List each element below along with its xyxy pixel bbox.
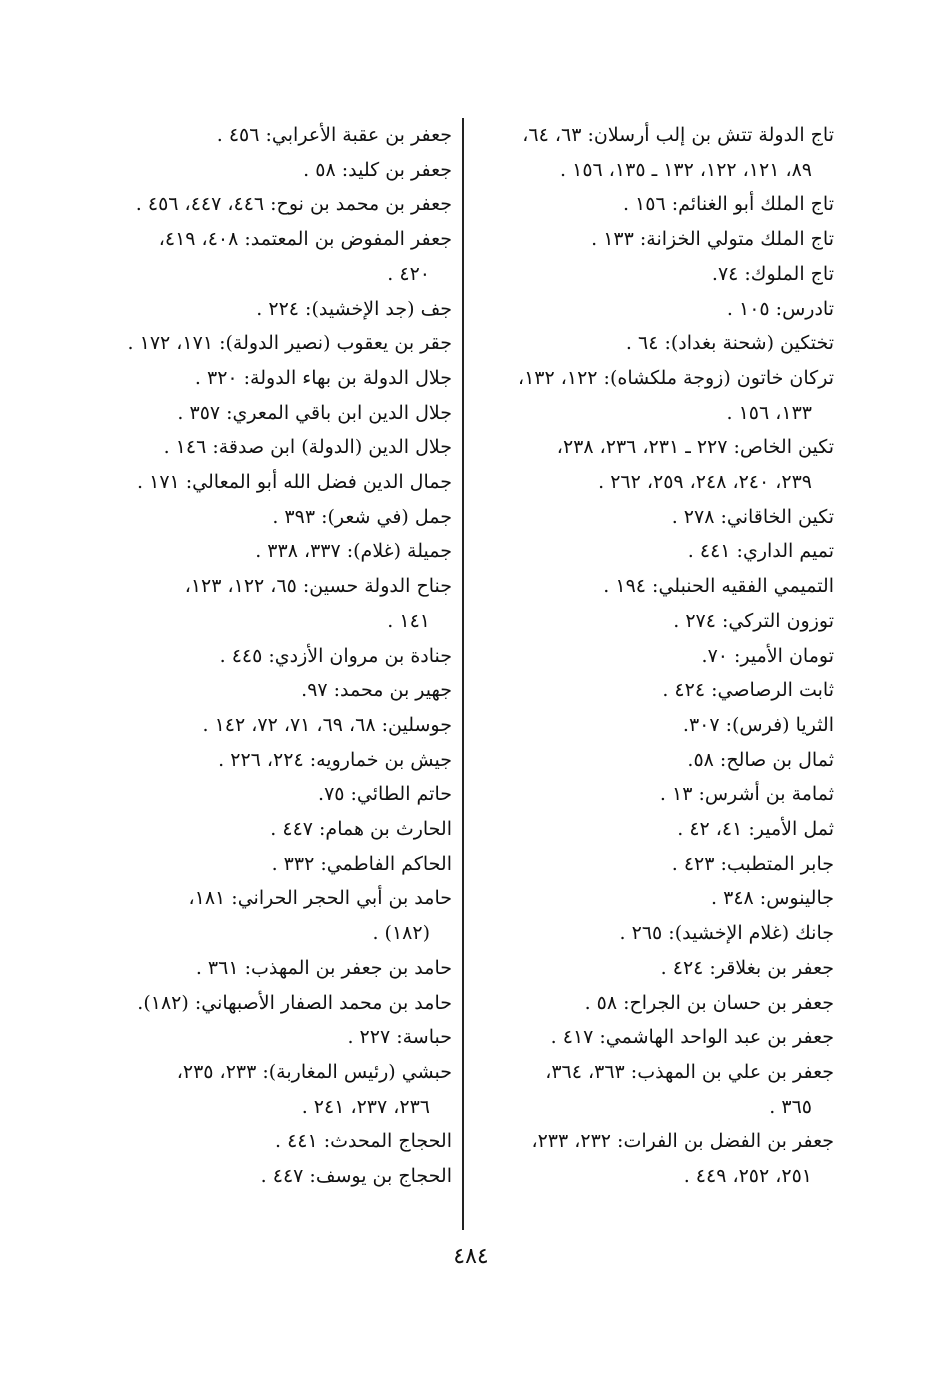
index-entry	[98, 430, 452, 465]
index-entry-line: جمال الدين فضل الله أبو المعالي: ١٧١ .	[137, 471, 452, 494]
index-entry	[98, 743, 452, 778]
index-entry	[98, 465, 452, 500]
index-entry-line: تكين الخاص: ٢٢٧ ـ ٢٣١، ٢٣٦، ٢٣٨،	[556, 436, 834, 459]
index-entry	[98, 118, 452, 153]
index-entry	[474, 569, 834, 604]
index-entry-line: الحجاج المحدث: ٤٤١ .	[274, 1130, 452, 1153]
index-entry-line: جلال الدين ابن باقي المعري: ٣٥٧ .	[177, 401, 452, 424]
index-entry-line: الحارث بن همام: ٤٤٧ .	[270, 818, 452, 841]
index-entry	[98, 1055, 452, 1124]
index-entry-line: ثمل الأمير: ٤١، ٤٢ .	[677, 818, 834, 841]
index-entry-line: حامد بن جعفر بن المهذب: ٣٦١ .	[195, 956, 452, 979]
index-entry-line: تركان خاتون (زوجة ملكشاه): ١٢٢، ١٣٢،	[517, 366, 834, 389]
index-entry	[98, 1159, 452, 1194]
index-entry	[98, 569, 452, 638]
index-entry-line: جمل (في شعر): ٣٩٣ .	[272, 505, 452, 528]
index-entry-line: جابر المتطبب: ٤٢٣ .	[671, 852, 834, 875]
index-entry-line: تومان الأمير: ٧٠.	[701, 644, 834, 667]
index-entry	[474, 812, 834, 847]
index-entry	[98, 1124, 452, 1159]
index-entry	[474, 430, 834, 499]
index-entry-line: حبشي (رئيس المغاربة): ٢٣٣، ٢٣٥،	[176, 1060, 452, 1083]
index-entry-line: ثمامة بن أشرس: ١٣ .	[659, 783, 834, 806]
index-entry	[474, 916, 834, 951]
index-entry	[474, 292, 834, 327]
index-entry	[98, 361, 452, 396]
index-entry-line: تكين الخاقاني: ٢٧٨ .	[671, 505, 834, 528]
index-entry	[474, 326, 834, 361]
index-entry-line: ثابت الرصاصي: ٤٢٤ .	[662, 679, 834, 702]
index-entry	[98, 326, 452, 361]
index-entry-line: جعفر بن علي بن المهذب: ٣٦٣، ٣٦٤،	[545, 1060, 834, 1083]
index-entry-line: جلال الدولة بن بهاء الدولة: ٣٢٠ .	[194, 366, 452, 389]
index-entry-line: جلال الدين (الدولة) ابن صدقة: ١٤٦ .	[163, 436, 452, 459]
index-entry	[474, 673, 834, 708]
index-entry	[98, 153, 452, 188]
index-entry	[474, 534, 834, 569]
index-entry-line: جعفر بن كليد: ٥٨ .	[303, 158, 452, 181]
index-entry-continuation: ٨٩، ١٢١، ١٢٢، ١٣٢ ـ ١٣٥، ١٥٦ .	[560, 158, 812, 181]
index-entry-line: جيش بن خمارويه: ٢٢٤، ٢٢٦ .	[218, 748, 452, 771]
index-entry	[98, 708, 452, 743]
index-entry	[98, 777, 452, 812]
index-entry-line: جالينوس: ٣٤٨ .	[711, 887, 834, 910]
index-entry-line: جف (جد الإخشيد): ٢٢٤ .	[256, 297, 452, 320]
index-entry	[474, 257, 834, 292]
index-entry-line: جنادة بن مروان الأزدي: ٤٤٥ .	[219, 644, 452, 667]
index-entry-line: جعفر بن الفضل بن الفرات: ٢٣٢، ٢٣٣،	[531, 1130, 834, 1153]
index-entry	[98, 292, 452, 327]
index-entry-line: الحاكم الفاطمي: ٣٣٢ .	[271, 852, 452, 875]
index-entry-line: ثمال بن صالح: ٥٨.	[687, 748, 834, 771]
index-entry-line: جعفر بن حسان بن الجراح: ٥٨ .	[584, 991, 834, 1014]
index-entry-continuation: ٢٣٩، ٢٤٠، ٢٤٨، ٢٥٩، ٢٦٢ .	[598, 471, 812, 494]
index-entry-line: جناح الدولة حسين: ٦٥، ١٢٢، ١٢٣،	[184, 575, 452, 598]
index-entry	[474, 604, 834, 639]
index-entry-line: جوسلين: ٦٨، ٦٩، ٧١، ٧٢، ١٤٢ .	[202, 713, 452, 736]
index-entry	[98, 639, 452, 674]
index-entry-line: التميمي الفقيه الحنبلي: ١٩٤ .	[603, 575, 834, 598]
index-entry	[474, 118, 834, 187]
index-entry-line: حامد بن أبي الحجر الحراني: ١٨١،	[188, 887, 452, 910]
index-entry	[474, 187, 834, 222]
index-entry	[474, 500, 834, 535]
index-entry-line: جعفر بن بغلاقر: ٤٢٤ .	[660, 956, 834, 979]
index-entry-continuation: ٣٦٥ .	[769, 1095, 812, 1118]
column-divider	[462, 118, 464, 1230]
index-entry-line: تاج الملوك: ٧٤.	[711, 262, 834, 285]
index-entry-line: تميم الداري: ٤٤١ .	[687, 540, 834, 563]
index-entry-line: تادرس: ١٠٥ .	[726, 297, 834, 320]
index-entry	[474, 639, 834, 674]
index-entry	[474, 951, 834, 986]
index-entry	[474, 361, 834, 430]
index-entry	[98, 187, 452, 222]
index-entry	[98, 986, 452, 1021]
index-entry-line: جقر بن يعقوب (نصير الدولة): ١٧١، ١٧٢ .	[127, 332, 452, 355]
index-entry	[98, 500, 452, 535]
index-entry	[98, 396, 452, 431]
index-entry	[474, 1055, 834, 1124]
index-entry	[474, 743, 834, 778]
index-entry	[474, 1020, 834, 1055]
index-entry	[98, 847, 452, 882]
index-entry-line: جهير بن محمد: ٩٧.	[301, 679, 452, 702]
index-entry	[474, 847, 834, 882]
index-entry-line: جميلة (غلام): ٣٣٧، ٣٣٨ .	[255, 540, 452, 563]
index-entry-line: جعفر بن عقبة الأعرابي: ٤٥٦ .	[216, 124, 452, 146]
index-entry-line: تاج الملك أبو الغنائم: ١٥٦ .	[622, 193, 834, 216]
index-entry	[98, 881, 452, 950]
index-entry-line: تاج الدولة تتش بن إلب أرسلان: ٦٣، ٦٤،	[522, 124, 834, 146]
index-entry-line: جعفر بن محمد بن نوح: ٤٤٦، ٤٤٧، ٤٥٦ .	[135, 193, 452, 216]
index-entry-continuation: ١٤١ .	[387, 609, 430, 632]
index-entry	[98, 951, 452, 986]
left-index-column	[98, 118, 452, 1194]
index-entry-line: جعفر بن عبد الواحد الهاشمي: ٤١٧ .	[550, 1026, 834, 1049]
index-entry-continuation: ١٣٣، ١٥٦ .	[726, 401, 812, 424]
index-entry-line: تاج الملك متولي الخزانة: ١٣٣ .	[591, 228, 834, 251]
index-entry	[98, 812, 452, 847]
index-entry-continuation: ٢٣٦، ٢٣٧، ٢٤١ .	[301, 1095, 430, 1118]
index-entry-line: جانك (غلام الإخشيد): ٢٦٥ .	[619, 922, 834, 945]
index-entry	[474, 986, 834, 1021]
index-entry	[474, 777, 834, 812]
index-entry	[98, 534, 452, 569]
index-entry-line: حاتم الطائي: ٧٥.	[318, 783, 452, 806]
index-entry-line: حامد بن محمد الصفار الأصبهاني: (١٨٢).	[137, 991, 452, 1014]
index-entry-continuation: (١٨٢) .	[372, 922, 430, 945]
index-entry-line: الحجاج بن يوسف: ٤٤٧ .	[260, 1165, 452, 1188]
index-entry	[474, 881, 834, 916]
index-entry	[474, 1124, 834, 1193]
index-entry-line: تختكين (شحنة بغداد): ٦٤ .	[625, 332, 834, 355]
index-entry	[98, 222, 452, 291]
index-entry-line: جعفر المفوض بن المعتمد: ٤٠٨، ٤١٩،	[158, 228, 452, 251]
index-entry-continuation: ٤٢٠ .	[387, 262, 430, 285]
index-entry	[474, 222, 834, 257]
page-number: ٤٨٤	[453, 1244, 489, 1269]
right-index-column	[474, 118, 834, 1194]
index-entry-continuation: ٢٥١، ٢٥٢، ٤٤٩ .	[683, 1165, 812, 1188]
index-entry	[98, 673, 452, 708]
index-entry	[474, 708, 834, 743]
index-entry	[98, 1020, 452, 1055]
index-entry-line: توزون التركي: ٢٧٤ .	[673, 609, 834, 632]
index-entry-line: حباسة: ٢٢٧ .	[347, 1026, 452, 1049]
index-entry-line: الثريا (فرس): ٣٠٧.	[682, 713, 834, 736]
